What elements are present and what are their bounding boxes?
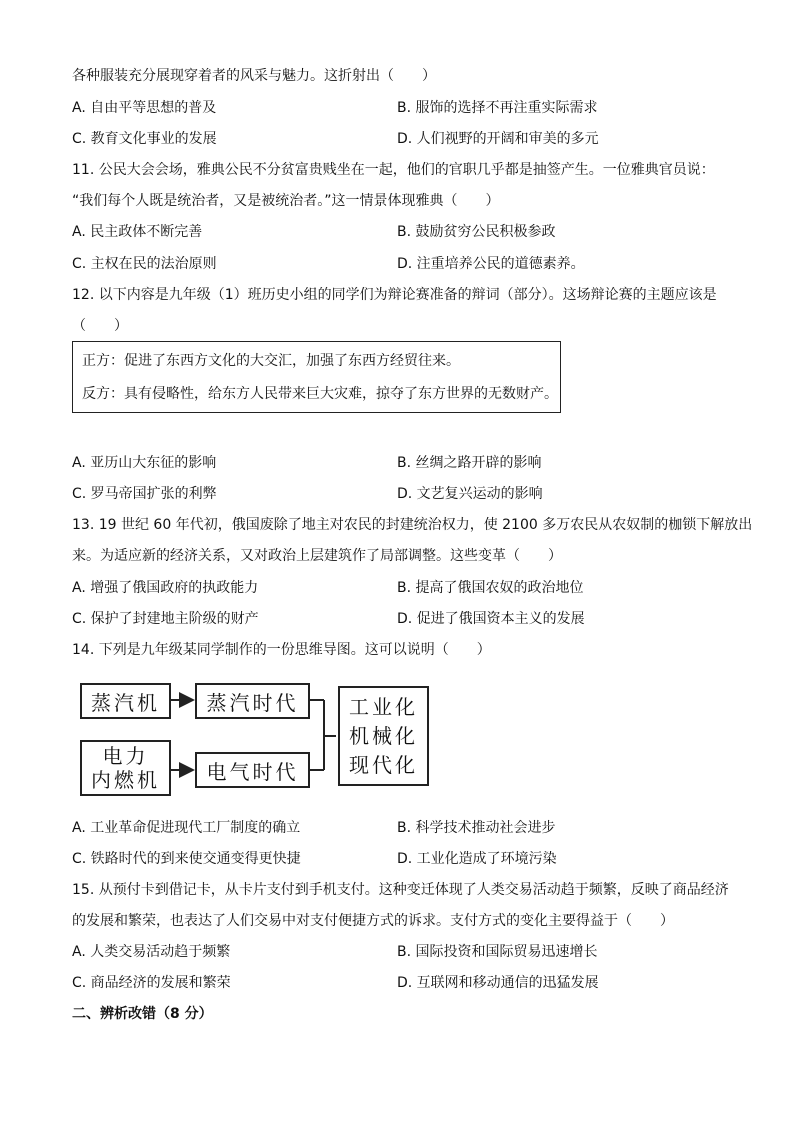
mindmap-electric-age-label: 电气时代: [206, 759, 299, 784]
mindmap-result-industrialization: 工业化: [349, 694, 418, 719]
q10-option-d: D. 人们视野的开阔和审美的多元: [397, 131, 599, 147]
q12-option-a: A. 亚历山大东征的影响: [72, 455, 217, 471]
q15-option-b: B. 国际投资和国际贸易迅速增长: [397, 944, 598, 960]
q11-stem-line2: “我们每个人既是统治者，又是被统治者。”这一情景体现雅典（ ）: [72, 193, 500, 209]
mindmap-electric-label: 电力: [102, 744, 149, 768]
debate-con-text: 反方：具有侵略性，给东方人民带来巨大灾难，掠夺了东方世界的无数财产。: [82, 386, 558, 402]
q14-stem: 14. 下列是九年级某同学制作的一份思维导图。这可以说明（ ）: [72, 642, 491, 658]
mindmap-result: [338, 686, 429, 786]
q12-stem-line1: 12. 以下内容是九年级（1）班历史小组的同学们为辩论赛准备的辩词（部分）。这场辩论赛的主题应该是: [72, 287, 717, 303]
q14-option-c: C. 铁路时代的到来使交通变得更快捷: [72, 851, 301, 867]
q11-stem-line1: 11. 公民大会会场，雅典公民不分贫富贵贱坐在一起，他们的官职几乎都是抽签产生。一位雅典官员说：: [72, 162, 715, 178]
section-2-heading: 二、辨析改错（8 分）: [72, 1006, 213, 1022]
q12-option-b: B. 丝绸之路开辟的影响: [397, 455, 542, 471]
mindmap-result-mechanization: 机械化: [349, 723, 418, 748]
q13-option-d: D. 促进了俄国资本主义的发展: [397, 611, 585, 627]
q13-stem-line2: 来。为适应新的经济关系，又对政治上层建筑作了局部调整。这些变革（ ）: [72, 548, 562, 564]
q15-stem-line1: 15. 从预付卡到借记卡，从卡片支付到手机支付。这种变迁体现了人类交易活动趋于频繁，反映了商品经济: [72, 882, 729, 898]
q13-option-a: A. 增强了俄国政府的执政能力: [72, 580, 259, 596]
q12-option-c: C. 罗马帝国扩张的利弊: [72, 486, 217, 502]
q10-option-b: B. 服饰的选择不再注重实际需求: [397, 100, 598, 116]
q13-stem-line1: 13. 19 世纪 60 年代初，俄国废除了地主对农民的封建统治权力，使 2100 多万农民从农奴制的枷锁下解放出: [72, 517, 753, 533]
q14-option-a: A. 工业革命促进现代工厂制度的确立: [72, 820, 301, 836]
mindmap-result-modernization: 现代化: [349, 752, 418, 777]
q15-stem-line2: 的发展和繁荣，也表达了人们交易中对支付便捷方式的诉求。支付方式的变化主要得益于（ ）: [72, 913, 674, 929]
q11-option-d: D. 注重培养公民的道德素养。: [397, 256, 585, 272]
q13-option-c: C. 保护了封建地主阶级的财产: [72, 611, 259, 627]
q13-option-b: B. 提高了俄国农奴的政治地位: [397, 580, 584, 596]
q15-option-d: D. 互联网和移动通信的迅猛发展: [397, 975, 599, 991]
mindmap-electric-age: [195, 752, 310, 788]
q12-option-d: D. 文艺复兴运动的影响: [397, 486, 543, 502]
q10-option-c: C. 教育文化事业的发展: [72, 131, 217, 147]
q11-option-c: C. 主权在民的法治原则: [72, 256, 217, 272]
mindmap-steam-engine: [80, 683, 171, 719]
q14-option-b: B. 科学技术推动社会进步: [397, 820, 556, 836]
q12-stem-line2: （ ）: [72, 318, 128, 334]
q11-option-b: B. 鼓励贫穷公民积极参政: [397, 224, 556, 240]
mindmap-combustion-label: 内燃机: [91, 768, 160, 792]
mindmap-steam-age: [195, 683, 310, 719]
q15-option-c: C. 商品经济的发展和繁荣: [72, 975, 231, 991]
mindmap-electric-combustion: [80, 740, 171, 796]
mindmap-steam-age-label: 蒸汽时代: [206, 690, 299, 715]
q10-option-a: A. 自由平等思想的普及: [72, 100, 217, 116]
q11-option-a: A. 民主政体不断完善: [72, 224, 203, 240]
q14-option-d: D. 工业化造成了环境污染: [397, 851, 557, 867]
mindmap-steam-engine-label: 蒸汽机: [91, 690, 160, 715]
debate-pro-text: 正方：促进了东西方文化的大交汇，加强了东西方经贸往来。: [82, 353, 460, 369]
q10-stem-tail: 各种服装充分展现穿着者的风采与魅力。这折射出（ ）: [72, 68, 436, 84]
q15-option-a: A. 人类交易活动趋于频繁: [72, 944, 231, 960]
